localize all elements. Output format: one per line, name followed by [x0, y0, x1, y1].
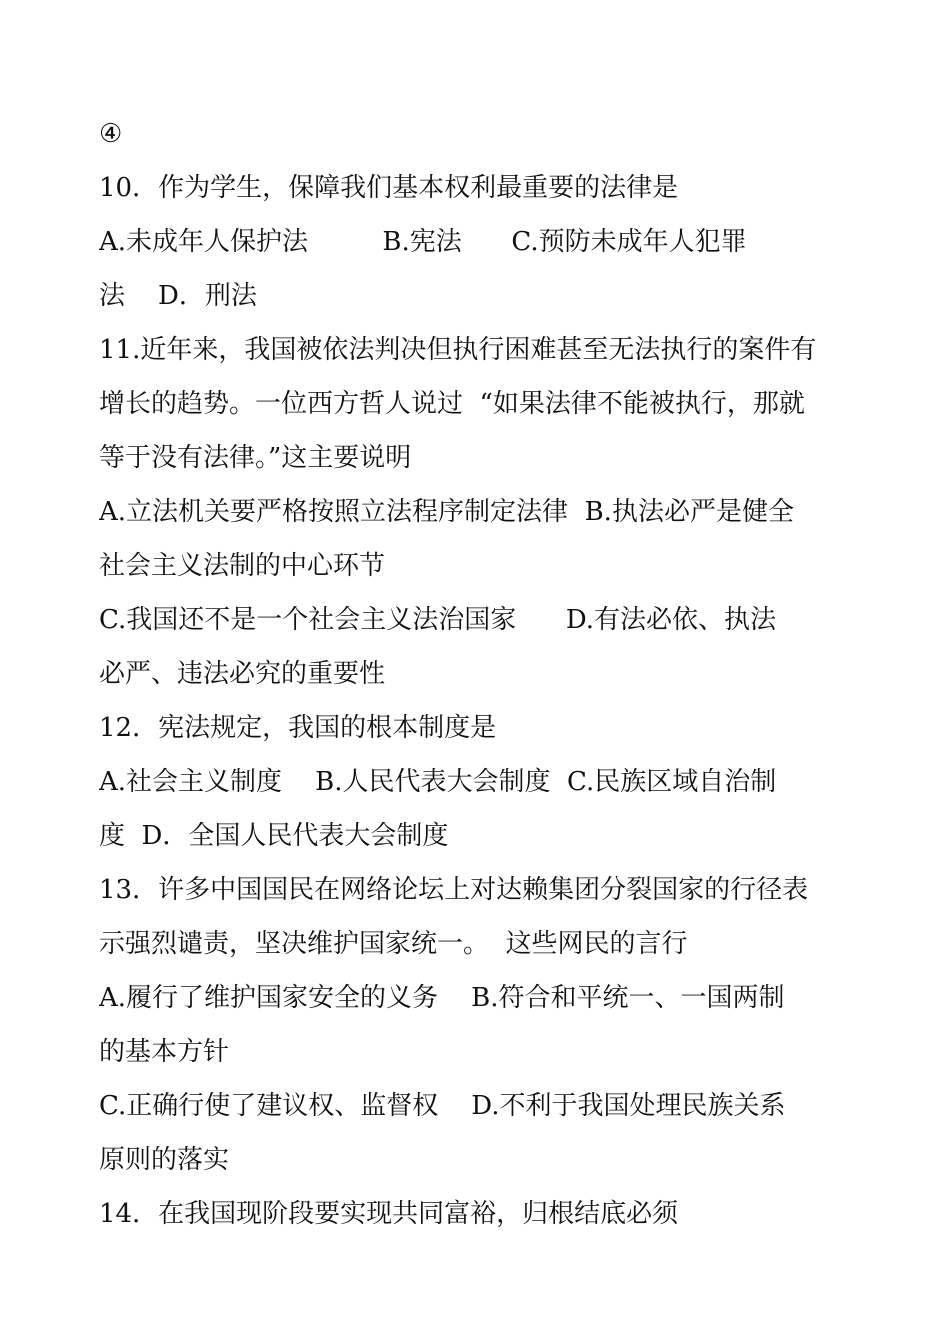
question-14-stem: 14．在我国现阶段要实现共同富裕，归根结底必须: [99, 1199, 679, 1229]
question-11-stem: 11.近年来，我国被依法判决但执行困难甚至无法执行的案件有: [99, 335, 817, 365]
question-11-stem-cont: 增长的趋势。一位西方哲人说过 “如果法律不能被执行，那就: [99, 389, 805, 419]
question-13-options: A.履行了维护国家安全的义务 B.符合和平统一、一国两制: [99, 983, 785, 1013]
question-13-options: C.正确行使了建议权、监督权 D.不利于我国处理民族关系: [99, 1091, 786, 1121]
question-12-options: A.社会主义制度 B.人民代表大会制度 C.民族区域自治制: [99, 767, 777, 797]
question-11-stem-cont: 等于没有法律。”这主要说明: [99, 443, 412, 473]
question-11-options: C.我国还不是一个社会主义法治国家 D.有法必依、执法: [99, 605, 777, 635]
question-13-stem-cont: 示强烈谴责，坚决维护国家统一。 这些网民的言行: [99, 929, 688, 959]
question-10-options: A.未成年人保护法 B.宪法 C.预防未成年人犯罪: [99, 227, 747, 257]
question-12-options-cont: 度 D．全国人民代表大会制度: [99, 821, 449, 851]
question-10-options-cont: 法 D．刑法: [99, 281, 257, 311]
question-10-stem: 10．作为学生，保障我们基本权利最重要的法律是: [99, 173, 679, 203]
question-13-options-cont: 原则的落实: [99, 1145, 230, 1175]
question-11-options-cont: 社会主义法制的中心环节: [99, 551, 386, 581]
question-13-stem: 13．许多中国国民在网络论坛上对达赖集团分裂国家的行径表: [99, 875, 809, 905]
question-11-options: A.立法机关要严格按照立法程序制定法律 B.执法必严是健全: [99, 497, 794, 527]
question-12-stem: 12．宪法规定，我国的根本制度是: [99, 713, 497, 743]
text-line: ④: [99, 119, 123, 149]
question-11-options-cont: 必严、违法必究的重要性: [99, 659, 386, 689]
question-13-options-cont: 的基本方针: [99, 1037, 230, 1067]
